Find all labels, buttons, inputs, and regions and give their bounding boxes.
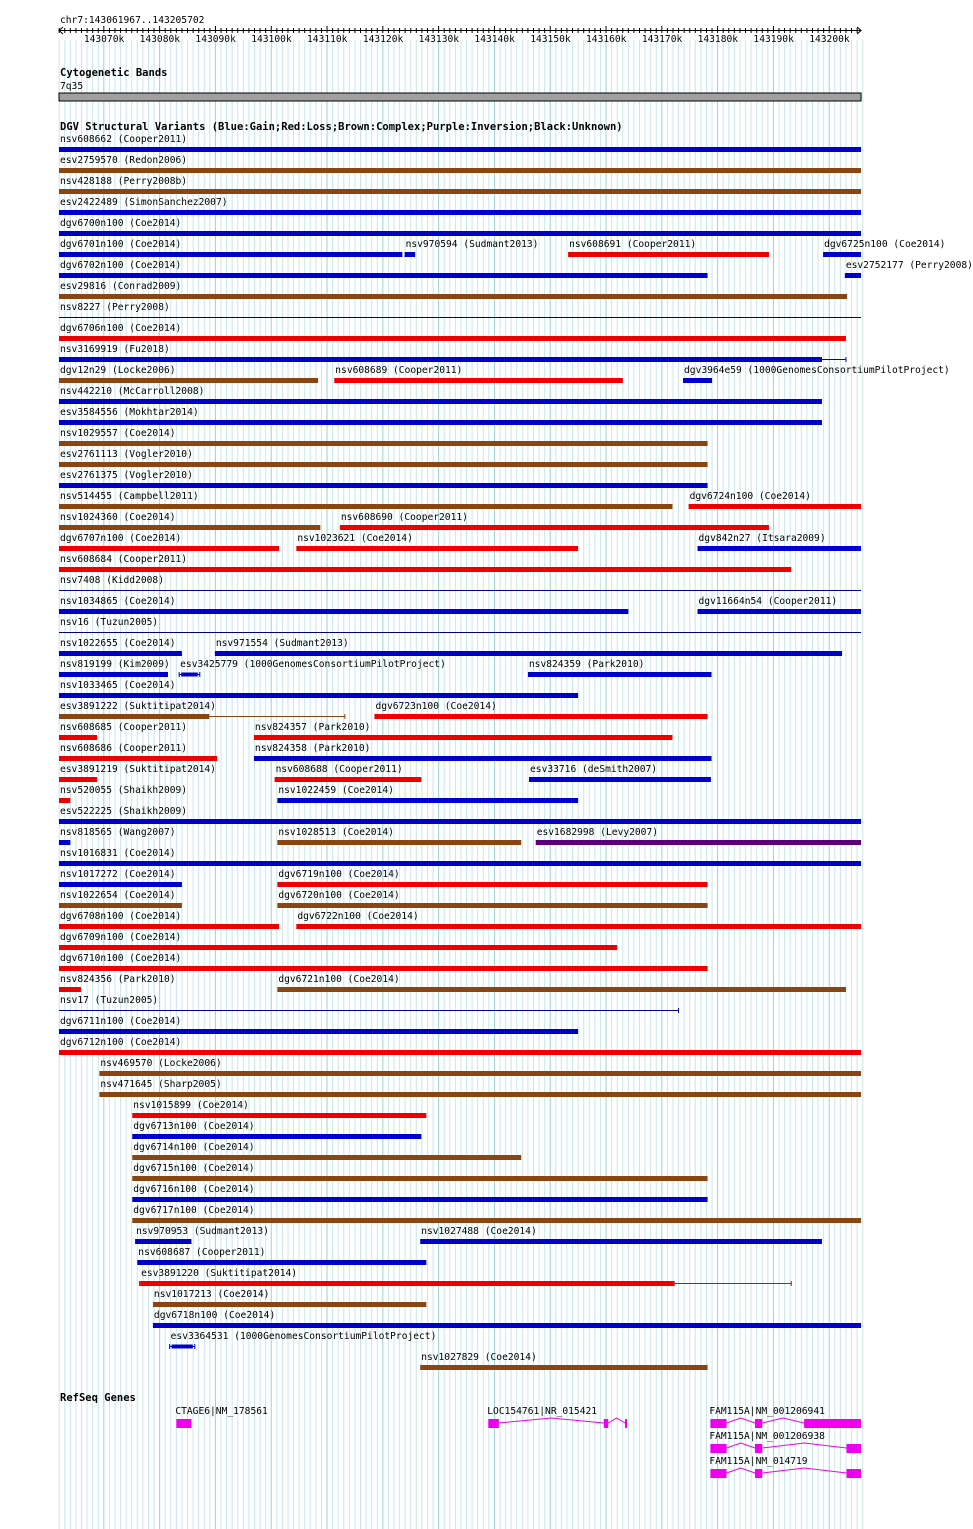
dgv-feature-bar: [59, 840, 70, 845]
dgv-feature-label: esv1682998 (Levy2007): [536, 827, 658, 838]
dgv-feature-label: dgv6722n100 (Coe2014): [297, 911, 419, 922]
dgv-feature-bar: [420, 1365, 707, 1370]
dgv-feature-label: esv3364531 (1000GenomesConsortiumPilotProject): [170, 1331, 437, 1342]
dgv-feature-bar: [529, 777, 711, 782]
dgv-feature-bar: [181, 673, 198, 677]
dgv-feature-bar: [698, 609, 862, 614]
dgv-feature-label: dgv3964e59 (1000GenomesConsortiumPilotProject): [684, 365, 950, 376]
dgv-feature-label: nsv608689 (Cooper2011): [335, 365, 463, 376]
dgv-feature-label: dgv6709n100 (Coe2014): [60, 932, 182, 943]
dgv-feature-label: nsv1022654 (Coe2014): [60, 890, 176, 901]
gene-exon: [488, 1419, 499, 1428]
coordinates-label: chr7:143061967..143205702: [60, 15, 205, 26]
dgv-feature-label: nsv1023621 (Coe2014): [297, 533, 413, 544]
dgv-feature-label: nsv608684 (Cooper2011): [60, 554, 188, 565]
dgv-feature-bar: [340, 525, 769, 530]
gene-exon: [755, 1444, 762, 1453]
ruler-tick-label: 143160k: [586, 34, 627, 45]
gene-exon: [847, 1444, 862, 1453]
gene-exon: [755, 1469, 762, 1478]
dgv-feature-bar: [59, 462, 708, 467]
ruler-tick-label: 143080k: [139, 34, 181, 45]
dgv-feature-bar: [132, 1134, 421, 1139]
dgv-feature-bar: [59, 672, 168, 677]
dgv-feature-bar: [277, 987, 846, 992]
dgv-feature-label: dgv6707n100 (Coe2014): [60, 533, 182, 544]
dgv-feature-label: esv3425779 (1000GenomesConsortiumPilotProject): [180, 659, 446, 670]
dgv-feature-bar: [698, 546, 862, 551]
gene-exon: [604, 1419, 608, 1428]
dgv-feature-label: nsv7408 (Kidd2008): [60, 575, 164, 586]
dgv-feature-bar: [296, 546, 578, 551]
dgv-feature-bar: [59, 168, 861, 173]
gene-exon: [847, 1469, 862, 1478]
dgv-feature-bar: [59, 504, 672, 509]
dgv-feature-bar: [296, 924, 861, 929]
ruler-tick-label: 143140k: [474, 34, 515, 45]
dgv-feature-bar: [59, 924, 279, 929]
dgv-feature-label: nsv824356 (Park2010): [60, 974, 176, 985]
dgv-feature-bar: [59, 546, 279, 551]
dgv-feature-label: dgv6711n100 (Coe2014): [60, 1016, 182, 1027]
dgv-feature-label: dgv6721n100 (Coe2014): [278, 974, 400, 985]
dgv-feature-label: nsv608662 (Cooper2011): [60, 134, 188, 145]
gene-intron: [762, 1443, 846, 1448]
dgv-feature-label: esv2759570 (Redon2006): [60, 155, 188, 166]
dgv-feature-bar: [132, 1176, 707, 1181]
dgv-feature-label: nsv970953 (Sudmant2013): [136, 1226, 269, 1237]
dgv-feature-label: esv3584556 (Mokhtar2014): [60, 407, 199, 418]
dgv-feature-bar: [59, 798, 70, 803]
ruler-tick-label: 143070k: [83, 34, 125, 45]
dgv-feature-bar: [59, 231, 861, 236]
dgv-feature-label: dgv6715n100 (Coe2014): [133, 1163, 255, 1174]
dgv-feature-bar: [59, 966, 708, 971]
ruler-tick-label: 143170k: [641, 34, 683, 45]
dgv-feature-bar: [845, 273, 861, 278]
dgv-feature-bar: [140, 1281, 675, 1286]
dgv-feature-label: nsv1015899 (Coe2014): [133, 1100, 249, 1111]
dgv-feature-bar: [132, 1155, 521, 1160]
gene-intron: [762, 1468, 846, 1473]
dgv-feature-label: nsv608690 (Cooper2011): [340, 512, 468, 523]
gene-label: FAM115A|NM_014719: [709, 1456, 808, 1467]
dgv-feature-label: nsv1027829 (Coe2014): [421, 1352, 537, 1363]
dgv-feature-label: nsv824359 (Park2010): [528, 659, 645, 670]
dgv-feature-bar: [59, 945, 617, 950]
dgv-feature-label: dgv6700n100 (Coe2014): [60, 218, 182, 229]
gene-exon: [710, 1444, 726, 1453]
dgv-feature-bar: [59, 777, 97, 782]
ruler-tick-label: 143090k: [195, 34, 236, 45]
dgv-feature-label: esv2422489 (SimonSanchez2007): [60, 197, 228, 208]
dgv-feature-bar: [99, 1092, 861, 1097]
cytoband-bar: [59, 93, 861, 101]
dgv-feature-label: esv29816 (Conrad2009): [60, 281, 182, 292]
dgv-feature-label: esv2761113 (Vogler2010): [60, 449, 193, 460]
gene-exon: [804, 1419, 861, 1428]
dgv-feature-label: nsv608687 (Cooper2011): [138, 1247, 266, 1258]
dgv-feature-bar: [420, 1239, 822, 1244]
dgv-feature-bar: [137, 1260, 426, 1265]
dgv-feature-label: dgv6717n100 (Coe2014): [133, 1205, 255, 1216]
dgv-feature-label: nsv608691 (Cooper2011): [569, 239, 697, 250]
dgv-feature-bar: [59, 399, 822, 404]
dgv-feature-label: dgv6724n100 (Coe2014): [689, 491, 811, 502]
dgv-feature-label: nsv1017272 (Coe2014): [60, 869, 176, 880]
dgv-feature-label: nsv1022655 (Coe2014): [60, 638, 176, 649]
dgv-feature-label: nsv824358 (Park2010): [254, 743, 371, 754]
dgv-feature-label: nsv824357 (Park2010): [254, 722, 371, 733]
dgv-feature-bar: [59, 882, 182, 887]
ruler-tick-label: 143100k: [251, 34, 292, 45]
dgv-feature-label: dgv6706n100 (Coe2014): [60, 323, 182, 334]
dgv-feature-bar: [59, 819, 861, 824]
dgv-feature-bar: [59, 903, 182, 908]
dgv-feature-bar: [59, 483, 708, 488]
dgv-feature-label: esv3891219 (Suktitipat2014): [60, 764, 216, 775]
dgv-feature-bar: [254, 735, 673, 740]
dgv-feature-bar: [132, 1113, 426, 1118]
dgv-feature-label: nsv818565 (Wang2007): [60, 827, 176, 838]
dgv-feature-label: nsv442210 (McCarroll2008): [60, 386, 205, 397]
dgv-feature-label: nsv971554 (Sudmant2013): [215, 638, 349, 649]
dgv-feature-label: nsv514455 (Campbell2011): [60, 491, 199, 502]
dgv-feature-bar: [59, 987, 81, 992]
cytoband-track-title: Cytogenetic Bands: [60, 67, 168, 79]
ruler-tick-label: 143110k: [307, 34, 348, 45]
dgv-feature-label: esv522225 (Shaikh2009): [60, 806, 188, 817]
dgv-feature-label: nsv1022459 (Coe2014): [278, 785, 394, 796]
dgv-feature-bar: [277, 798, 578, 803]
gene-label: FAM115A|NM_001206938: [709, 1431, 825, 1442]
dgv-feature-bar: [59, 357, 822, 362]
dgv-feature-bar: [59, 294, 847, 299]
dgv-feature-bar: [59, 441, 708, 446]
dgv-feature-bar: [689, 504, 861, 509]
dgv-feature-bar: [528, 672, 712, 677]
dgv-feature-bar: [132, 1197, 707, 1202]
gene-intron: [762, 1418, 804, 1423]
dgv-feature-label: nsv1028513 (Coe2014): [278, 827, 394, 838]
gene-exon: [710, 1419, 726, 1428]
dgv-feature-label: nsv1029557 (Coe2014): [60, 428, 176, 439]
dgv-feature-label: dgv842n27 (Itsara2009): [698, 533, 826, 544]
dgv-feature-label: dgv6725n100 (Coe2014): [824, 239, 946, 250]
dgv-feature-bar: [59, 735, 97, 740]
dgv-feature-label: dgv6719n100 (Coe2014): [278, 869, 400, 880]
dgv-feature-label: nsv8227 (Perry2008): [60, 302, 170, 313]
dgv-feature-bar: [215, 651, 842, 656]
dgv-feature-bar: [59, 1029, 578, 1034]
refseq-track-title: RefSeq Genes: [60, 1392, 136, 1404]
dgv-feature-label: nsv1027488 (Coe2014): [421, 1226, 537, 1237]
dgv-feature-label: esv2752177 (Perry2008): [845, 260, 973, 271]
dgv-feature-bar: [275, 777, 422, 782]
dgv-feature-label: dgv6701n100 (Coe2014): [60, 239, 182, 250]
dgv-feature-label: esv33716 (deSmith2007): [530, 764, 658, 775]
dgv-feature-label: nsv608688 (Cooper2011): [275, 764, 403, 775]
ruler-tick-label: 143200k: [809, 34, 850, 45]
ruler-tick-label: 143130k: [418, 34, 460, 45]
gene-label: FAM115A|NM_001206941: [709, 1406, 825, 1417]
gene-exon: [755, 1419, 762, 1428]
dgv-feature-bar: [536, 840, 861, 845]
dgv-feature-label: nsv471645 (Sharp2005): [100, 1079, 222, 1090]
dgv-feature-label: nsv1016831 (Coe2014): [60, 848, 176, 859]
dgv-feature-bar: [59, 336, 846, 341]
dgv-feature-bar: [135, 1239, 191, 1244]
dgv-feature-label: nsv3169919 (Fu2018): [60, 344, 170, 355]
dgv-feature-label: dgv6723n100 (Coe2014): [375, 701, 497, 712]
dgv-feature-label: dgv6702n100 (Coe2014): [60, 260, 182, 271]
dgv-feature-bar: [277, 903, 707, 908]
dgv-feature-bar: [153, 1323, 861, 1328]
dgv-feature-label: esv2761375 (Vogler2010): [60, 470, 193, 481]
ruler-tick-label: 143180k: [697, 34, 739, 45]
dgv-feature-bar: [59, 651, 182, 656]
dgv-feature-label: nsv1024360 (Coe2014): [60, 512, 176, 523]
dgv-feature-label: dgv6713n100 (Coe2014): [133, 1121, 255, 1132]
dgv-feature-label: esv3891220 (Suktitipat2014): [141, 1268, 298, 1279]
dgv-feature-bar: [59, 189, 861, 194]
dgv-feature-bar: [683, 378, 712, 383]
dgv-feature-bar: [277, 882, 707, 887]
ruler-tick-label: 143150k: [530, 34, 571, 45]
dgv-feature-bar: [59, 420, 822, 425]
dgv-feature-label: nsv520055 (Shaikh2009): [60, 785, 188, 796]
dgv-feature-bar: [59, 756, 217, 761]
dgv-feature-bar: [405, 252, 416, 257]
dgv-feature-label: nsv608685 (Cooper2011): [60, 722, 188, 733]
cytoband-label: 7q35: [60, 81, 84, 92]
dgv-feature-bar: [59, 1050, 861, 1055]
dgv-feature-bar: [59, 693, 578, 698]
dgv-feature-label: nsv1033465 (Coe2014): [60, 680, 176, 691]
gene-intron: [499, 1418, 604, 1423]
dgv-feature-label: dgv6714n100 (Coe2014): [133, 1142, 255, 1153]
dgv-feature-label: nsv16 (Tuzun2005): [60, 617, 159, 628]
dgv-feature-bar: [59, 210, 861, 215]
dgv-feature-label: nsv608686 (Cooper2011): [60, 743, 188, 754]
dgv-feature-bar: [823, 252, 861, 257]
dgv-feature-label: nsv819199 (Kim2009): [60, 659, 170, 670]
dgv-feature-label: dgv6708n100 (Coe2014): [60, 911, 182, 922]
dgv-feature-label: dgv6712n100 (Coe2014): [60, 1037, 182, 1048]
dgv-feature-label: nsv469570 (Locke2006): [100, 1058, 222, 1069]
dgv-track-title: DGV Structural Variants (Blue:Gain;Red:Loss;Brown:Complex;Purple:Inversion;Black:Unknown): [60, 121, 623, 133]
dgv-feature-label: nsv17 (Tuzun2005): [60, 995, 159, 1006]
dgv-feature-bar: [59, 567, 791, 572]
dgv-feature-bar: [59, 147, 861, 152]
dgv-feature-label: nsv970594 (Sudmant2013): [405, 239, 539, 250]
dgv-feature-bar: [59, 252, 402, 257]
gene-label: LOC154761|NR_015421: [487, 1406, 598, 1417]
dgv-feature-bar: [59, 714, 209, 719]
dgv-feature-label: esv3891222 (Suktitipat2014): [60, 701, 216, 712]
dgv-feature-bar: [254, 756, 712, 761]
dgv-feature-bar: [59, 378, 318, 383]
dgv-feature-bar: [59, 273, 708, 278]
dgv-feature-label: dgv6710n100 (Coe2014): [60, 953, 182, 964]
dgv-feature-bar: [334, 378, 622, 383]
dgv-feature-bar: [132, 1218, 861, 1223]
gene-exon: [625, 1419, 627, 1428]
dgv-feature-label: nsv1034865 (Coe2014): [60, 596, 176, 607]
ruler-tick-label: 143120k: [362, 34, 404, 45]
dgv-feature-label: dgv6718n100 (Coe2014): [153, 1310, 276, 1321]
dgv-feature-label: nsv428188 (Perry2008b): [60, 176, 188, 187]
ruler-tick-label: 143190k: [753, 34, 794, 45]
dgv-feature-label: nsv1017213 (Coe2014): [153, 1289, 270, 1300]
dgv-feature-label: dgv11664n54 (Cooper2011): [698, 596, 838, 607]
dgv-feature-bar: [277, 840, 521, 845]
dgv-feature-bar: [568, 252, 769, 257]
dgv-feature-bar: [99, 1071, 861, 1076]
dgv-feature-bar: [153, 1302, 426, 1307]
dgv-feature-bar: [374, 714, 707, 719]
dgv-feature-bar: [59, 609, 628, 614]
dgv-feature-label: dgv6716n100 (Coe2014): [133, 1184, 255, 1195]
dgv-feature-bar: [59, 525, 320, 530]
gene-exon: [176, 1419, 191, 1428]
dgv-feature-label: dgv12n29 (Locke2006): [60, 365, 176, 376]
dgv-feature-bar: [59, 861, 861, 866]
dgv-feature-bar: [172, 1345, 193, 1349]
gene-label: CTAGE6|NM_178561: [175, 1406, 268, 1417]
gene-exon: [710, 1469, 726, 1478]
dgv-feature-label: dgv6720n100 (Coe2014): [278, 890, 400, 901]
